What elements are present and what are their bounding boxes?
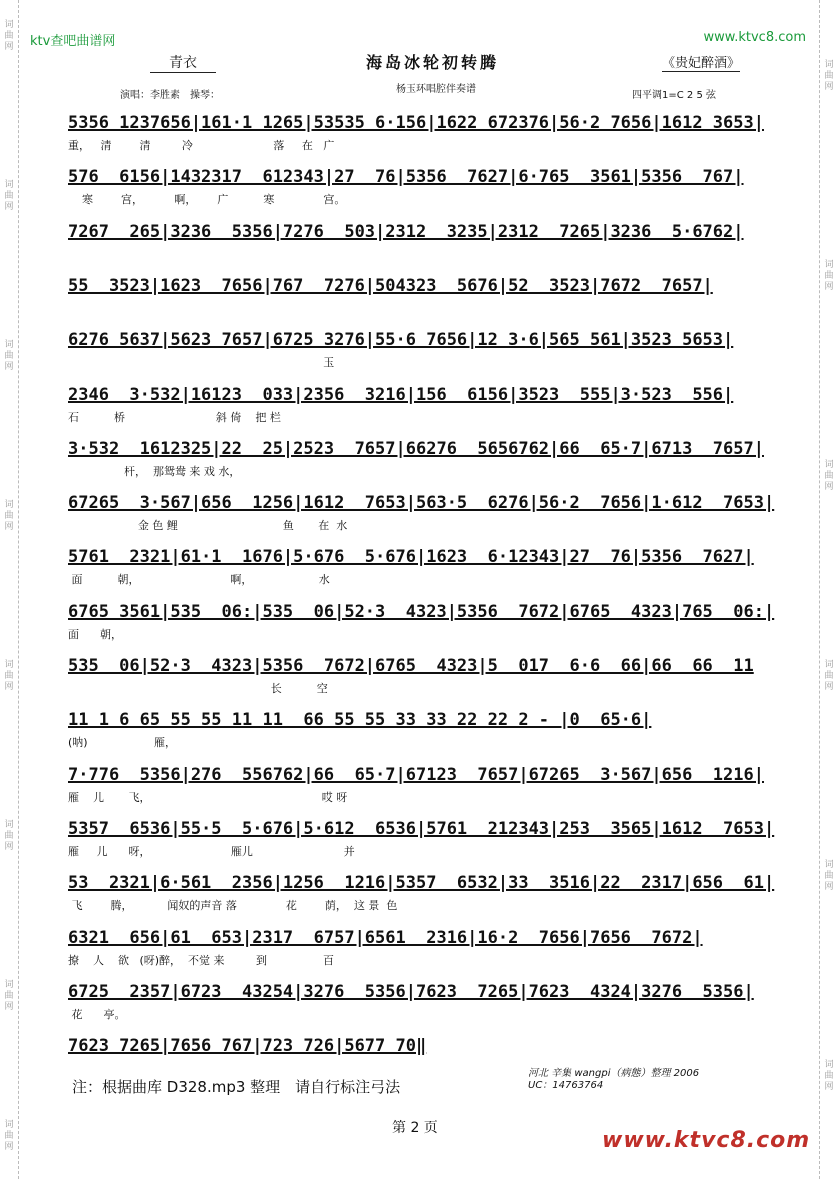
score-line — [68, 873, 786, 913]
notation-line: 5356 1237656|161·1 1265|53535 6·156|1622 672376|56·2 7656|1612 3653| — [68, 113, 764, 133]
watermark-left: 词曲网 — [4, 660, 14, 692]
score-line — [68, 113, 786, 153]
notation-line: 6276 5637|5623 7657|6725 3276|55·6 7656|12 3·6|565 561|3523 5653| — [68, 330, 734, 351]
notation-line: 7623 7265|7656 767|723 726|5677 70‖ — [68, 1036, 427, 1057]
lyrics-line: 玉 — [68, 356, 335, 370]
performers: 演唱：李胜素 操琴： — [120, 90, 220, 101]
score-line — [68, 765, 786, 805]
lyrics-line: 面 朝， 啊， 水 — [68, 573, 330, 587]
footer-note: 注：根据曲库 D328.mp3 整理 请自行标注弓法 — [72, 1078, 401, 1096]
lyrics-line: 重， 清 清 冷 落 在 广 — [68, 139, 335, 152]
score-line — [68, 330, 786, 370]
opera-name: 《贵妃醉酒》 — [662, 52, 740, 72]
arranger-credit — [528, 1068, 699, 1092]
notation-line: 7267 265|3236 5356|7276 503|2312 3235|2312 7265|3236 5·6762| — [68, 221, 744, 242]
score-line — [68, 167, 786, 207]
score-line — [68, 493, 786, 533]
notation-line: 6321 656|61 653|2317 6757|6561 2316|16·2 7656|7656 7672| — [68, 927, 703, 948]
lyrics-line: 面 朝， — [68, 627, 122, 641]
arranger-line: 河北 辛集 wangpi（病態）整理 2006 — [528, 1068, 700, 1079]
score-line — [68, 222, 786, 262]
page-number: 第 2 页 — [392, 1120, 438, 1136]
notation-line: 11 1 6 65 55 55 11 11 66 55 55 33 33 22 22 2 - |0 65·6| — [68, 710, 652, 731]
score-line — [68, 439, 786, 479]
notation-line: 3·532 1612325|22 25|2523 7657|66276 5656762|66 65·7|6713 7657| — [68, 438, 764, 459]
watermark-right: 词曲网 — [824, 60, 834, 92]
watermark-right: 词曲网 — [824, 1060, 834, 1092]
notation-line: 2346 3·532|16123 033|2356 3216|156 6156|3523 555|3·523 556| — [68, 384, 734, 405]
score-line — [68, 710, 786, 750]
right-margin-strip — [819, 0, 838, 1179]
watermark-right: 词曲网 — [824, 460, 834, 492]
lyrics-line: 杆， 那鸳鸯 来 戏 水， — [68, 464, 241, 478]
watermark-left: 词曲网 — [4, 980, 14, 1012]
site-url-link[interactable]: www.ktvc8.com — [703, 30, 806, 45]
notation-line: 6765 3561|535 06:|535 06|52·3 4323|5356 7672|6765 4323|765 06:| — [68, 601, 775, 622]
score-line — [68, 819, 786, 859]
lyrics-line — [68, 302, 786, 316]
notation-line: 6725 2357|6723 43254|3276 5356|7623 7265|7623 4324|3276 5356| — [68, 981, 754, 1002]
watermark-left: 词曲网 — [4, 500, 14, 532]
lyrics-line — [68, 248, 786, 262]
notation-line: 67265 3·567|656 1256|1612 7653|563·5 6276|56·2 7656|1·612 7653| — [68, 493, 775, 514]
lyrics-line: (呐) 雁， — [68, 736, 177, 750]
watermark-left: 词曲网 — [4, 180, 14, 212]
score-line — [68, 385, 786, 425]
score-line — [68, 602, 786, 642]
lyrics-line: 飞 腾， 闻奴的声音 落 花 荫， 这 景 色 — [68, 899, 398, 913]
site-logo[interactable]: www.ktvc8.com — [602, 1128, 811, 1153]
watermark-right: 词曲网 — [824, 860, 834, 892]
score-line — [68, 276, 786, 316]
watermark-right: 词曲网 — [824, 660, 834, 692]
score-line — [68, 928, 786, 968]
notation-line: 53 2321|6·561 2356|1256 1216|5357 6532|33 3516|22 2317|656 61| — [68, 873, 775, 894]
page-title: 海岛冰轮初转腾 — [366, 53, 500, 72]
notation-line: 576 6156|1432317 612343|27 76|5356 7627|6·765 3561|5356 767| — [68, 167, 744, 188]
role-label: 青衣 — [150, 52, 216, 73]
score-line — [68, 982, 786, 1022]
notation-line: 55 3523|1623 7656|767 7276|504323 5676|52 3523|7672 7657| — [68, 275, 713, 296]
notation-line: 5761 2321|61·1 1676|5·676 5·676|1623 6·12343|27 76|5356 7627| — [68, 547, 754, 568]
watermark-left: 词曲网 — [4, 20, 14, 52]
site-name-link[interactable]: ktv查吧曲谱网 — [30, 34, 116, 49]
lyrics-line: 撩 人 欲 (呀)醉， 不觉 来 到 百 — [68, 953, 334, 967]
watermark-right: 词曲网 — [824, 260, 834, 292]
watermark-left: 词曲网 — [4, 340, 14, 372]
lyrics-line: 寒 宫， 啊， 广 寒 宫。 — [68, 193, 346, 207]
score-line — [68, 547, 786, 587]
notation-line: 7·776 5356|276 556762|66 65·7|67123 7657|67265 3·567|656 1216| — [68, 764, 764, 785]
lyrics-line: 长 空 — [68, 682, 328, 695]
arranger-id: UC：14763764 — [528, 1080, 604, 1091]
lyrics-line: 金 色 鲤 鱼 在 水 — [68, 519, 348, 533]
watermark-left: 词曲网 — [4, 820, 14, 852]
subtitle: 杨玉环唱腔伴奏谱 — [396, 84, 476, 95]
notation-line: 5357 6536|55·5 5·676|5·612 6536|5761 212343|253 3565|1612 7653| — [68, 818, 775, 839]
lyrics-line: 花 亭。 — [68, 1007, 126, 1021]
key-signature: 四平调1=C 2 5 弦 — [632, 90, 716, 101]
notation-line: 535 06|52·3 4323|5356 7672|6765 4323|5 017 6·6 66|66 66 11 — [68, 656, 754, 676]
watermark-left: 词曲网 — [4, 1120, 14, 1152]
score-line — [68, 656, 786, 696]
lyrics-line: 雁 儿 呀， 雁儿 并 — [68, 844, 355, 858]
lyrics-line: 雁 儿 飞， 哎 呀 — [68, 790, 348, 804]
lyrics-line: 石 桥 斜 倚 把 栏 — [68, 410, 281, 424]
